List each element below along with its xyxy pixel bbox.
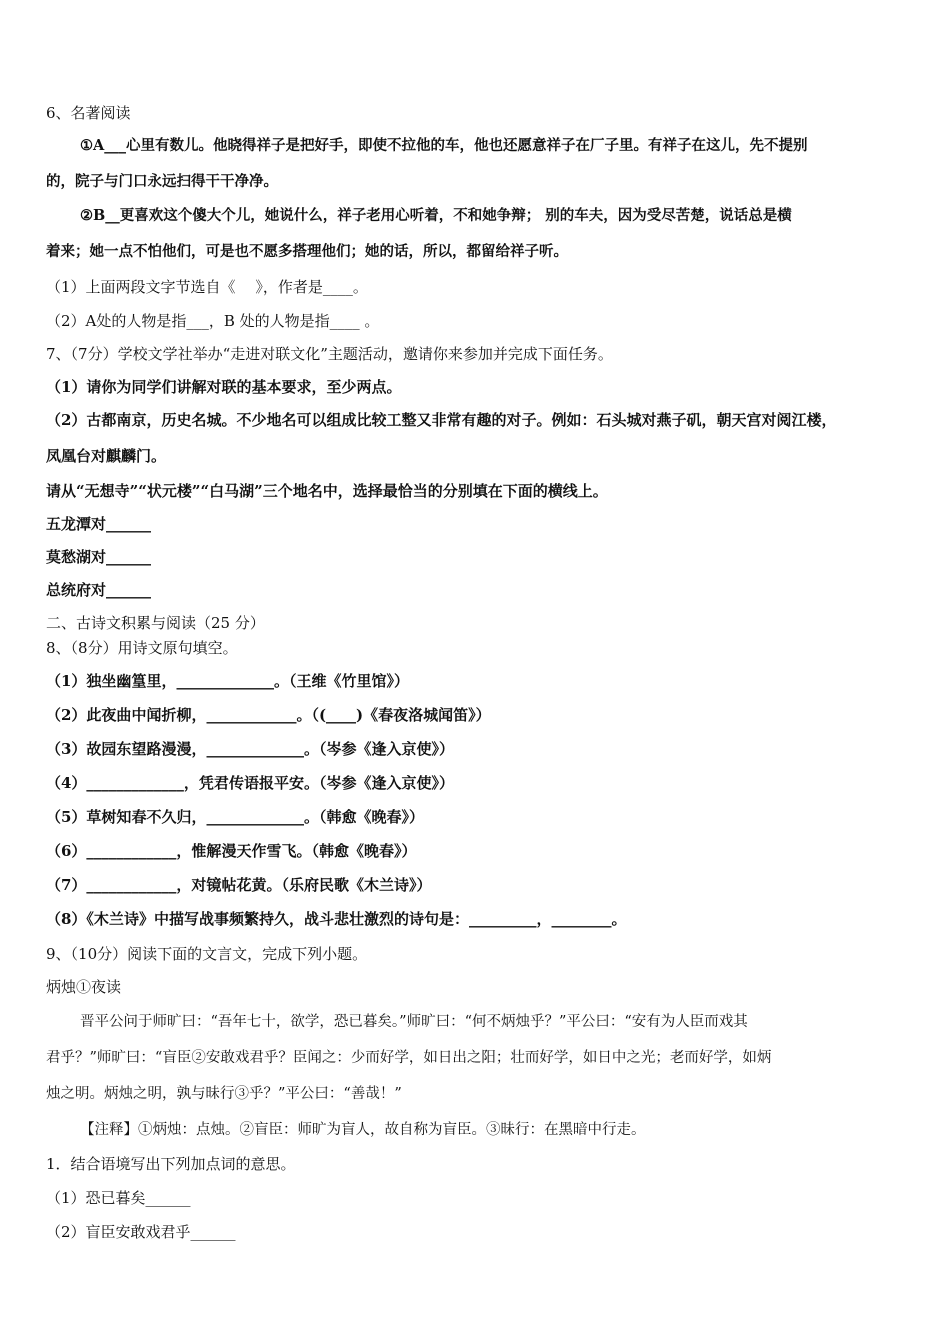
q7-answer3: 总统府对______ (46, 581, 152, 599)
q9-passage-line1: 晋平公问于师旷曰：“吾年七十，欲学，恐已暮矣。”师旷曰：“何不炳烛乎？”平公曰：“安有为人臣而戏其 (80, 1014, 748, 1030)
q8-sub8: （8）《木兰诗》中描写战事频繁持久，战斗悲壮激烈的诗句是：_________，________。 (46, 910, 627, 928)
q7-sub2-line2: 凤凰台对麒麟门。 (46, 447, 167, 465)
q7-sub2-line1: （2）古都南京，历史名城。不少地名可以组成比较工整又非常有趣的对子。例如：石头城对燕子矶，朝天宫对阅江楼， (46, 411, 837, 429)
q8-sub6: （6）____________，惟解漫天作雪飞。（韩愈《晚春》） (46, 842, 417, 860)
q9-sub1-title: 1．结合语境写出下列加点词的意思。 (46, 1155, 296, 1173)
q6-passage2-line1: ②B__更喜欢这个傻大个儿，她说什么，祥子老用心听着，不和她争辩； 别的车夫，因为受尽苦楚，说话总是横 (80, 207, 792, 224)
q8-sub3: （3）故园东望路漫漫，_____________。（岑参《逢入京使》） (46, 740, 454, 758)
q8-sub2: （2）此夜曲中闻折柳，____________。（(____)《春夜洛城闻笛》） (46, 706, 491, 724)
q9-passage-line3: 烛之明。炳烛之明，孰与昧行③乎？”平公曰：“善哉！” (46, 1086, 402, 1102)
q7-title: 7、（7分）学校文学社举办“走进对联文化”主题活动，邀请你来参加并完成下面任务。 (46, 345, 613, 363)
q6-passage1-line2: 的，院子与门口永远扫得干干净净。 (46, 173, 278, 190)
q8-title: 8、（8分）用诗文原句填空。 (46, 639, 238, 657)
q9-passage-line2: 君乎？”师旷曰：“盲臣②安敢戏君乎？臣闻之：少而好学，如日出之阳；壮而好学，如日中之光；老而好学，如炳 (46, 1050, 772, 1066)
q7-answer2: 莫愁湖对______ (46, 548, 152, 566)
q9-sub1-b: （2）盲臣安敢戏君乎______ (46, 1223, 236, 1241)
q9-notes: 【注释】①炳烛：点烛。②盲臣：师旷为盲人，故自称为盲臣。③昧行：在黑暗中行走。 (80, 1122, 646, 1138)
q8-sub5: （5）草树知春不久归，_____________。（韩愈《晚春》） (46, 808, 424, 826)
q7-instruction: 请从“无想寺”“状元楼”“白马湖”三个地名中，选择最恰当的分别填在下面的横线上。 (46, 482, 608, 500)
q6-passage1-line1: ①A___心里有数儿。他晓得祥子是把好手，即使不拉他的车，他也还愿意祥子在厂子里。有祥子在这儿，先不提别 (80, 137, 808, 154)
q6-passage2-line2: 着来；她一点不怕他们，可是也不愿多搭理他们；她的话，所以，都留给祥子听。 (46, 243, 568, 260)
section2-title: 二、古诗文积累与阅读（25 分） (46, 614, 265, 632)
q6-title: 6、名著阅读 (46, 104, 131, 122)
q6-sub2: （2）A处的人物是指___，B 处的人物是指____ 。 (46, 312, 380, 330)
q8-sub4: （4）_____________，凭君传语报平安。（岑参《逢入京使》） (46, 774, 454, 792)
q9-passage-title: 炳烛①夜读 (46, 978, 122, 996)
q7-answer1: 五龙潭对______ (46, 515, 152, 533)
q8-sub7: （7）____________，对镜帖花黄。（乐府民歌《木兰诗》） (46, 876, 432, 894)
q8-sub1: （1）独坐幽篁里，_____________。（王维《竹里馆》） (46, 672, 409, 690)
q9-sub1-a: （1）恐已暮矣______ (46, 1189, 191, 1207)
q7-sub1: （1）请你为同学们讲解对联的基本要求，至少两点。 (46, 378, 402, 396)
q9-title: 9、（10分）阅读下面的文言文，完成下列小题。 (46, 945, 368, 963)
q6-sub1: （1）上面两段文字节选自《 》，作者是____。 (46, 278, 368, 296)
